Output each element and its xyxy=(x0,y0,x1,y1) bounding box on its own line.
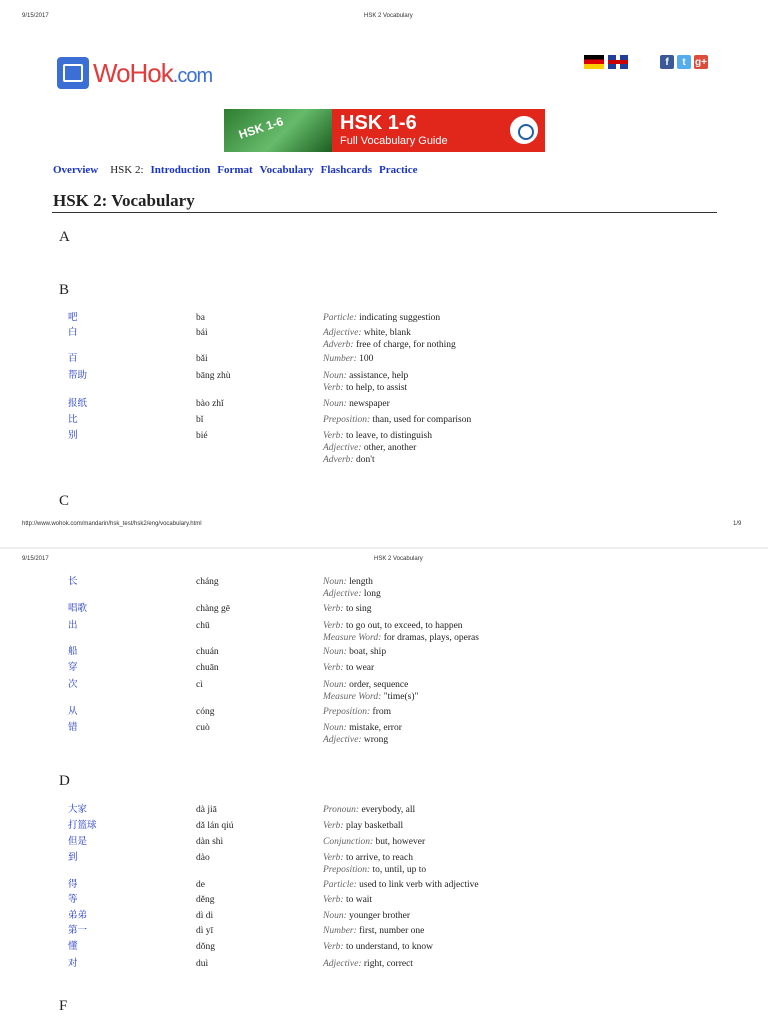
part-of-speech: Adverb: xyxy=(323,340,356,350)
definition-line xyxy=(323,414,683,426)
definition-line xyxy=(323,804,683,816)
part-of-speech: Noun: xyxy=(323,371,350,381)
nav-flashcards[interactable]: Flashcards xyxy=(320,164,372,176)
vocab-pinyin: dàn shì xyxy=(196,837,224,847)
vocab-definition xyxy=(323,430,683,466)
vocab-pinyin: bào zhǐ xyxy=(196,399,224,409)
definition-text: to go out, to exceed, to happen xyxy=(345,621,463,631)
print-title: HSK 2 Vocabulary xyxy=(364,13,413,19)
vocab-definition xyxy=(323,852,683,876)
banner-subtitle: Full Vocabulary Guide xyxy=(340,135,448,147)
vocab-definition xyxy=(323,414,683,426)
part-of-speech: Adjective: xyxy=(323,589,364,599)
definition-line xyxy=(323,312,683,324)
definition-text: boat, ship xyxy=(349,647,387,657)
vocab-hanzi[interactable]: 穿 xyxy=(68,663,78,673)
banner-badge-icon xyxy=(508,114,540,146)
vocab-pinyin: cháng xyxy=(196,577,219,587)
part-of-speech: Pronoun: xyxy=(323,805,362,815)
twitter-icon[interactable]: t xyxy=(677,55,691,69)
vocab-hanzi[interactable]: 弟弟 xyxy=(68,911,88,921)
vocab-hanzi[interactable]: 帮助 xyxy=(68,371,88,381)
definition-text: used to link verb with adjective xyxy=(359,880,479,890)
vocab-definition xyxy=(323,370,683,394)
vocab-pinyin: cuò xyxy=(196,723,210,733)
definition-line xyxy=(323,836,683,848)
definition-line xyxy=(323,679,683,691)
definition-text: everybody, all xyxy=(361,805,416,815)
definition-line xyxy=(323,734,683,746)
vocab-definition xyxy=(323,941,683,953)
uk-flag-icon[interactable] xyxy=(608,55,628,69)
nav-current-level: HSK 2: xyxy=(110,164,144,176)
part-of-speech: Noun: xyxy=(323,399,350,409)
vocab-pinyin: chàng gē xyxy=(196,604,231,614)
definition-line xyxy=(323,820,683,832)
part-of-speech: Verb: xyxy=(323,604,346,614)
vocab-definition xyxy=(323,662,683,674)
definition-text: free of charge, for nothing xyxy=(355,340,456,350)
vocab-definition xyxy=(323,603,683,615)
definition-line xyxy=(323,958,683,970)
social-links xyxy=(660,55,708,69)
definition-text: first, number one xyxy=(359,926,425,936)
definition-line xyxy=(323,706,683,718)
vocab-definition xyxy=(323,576,683,600)
vocab-hanzi[interactable]: 第一 xyxy=(68,926,88,936)
banner-image xyxy=(224,109,332,152)
definition-line xyxy=(323,370,683,382)
part-of-speech: Verb: xyxy=(323,895,346,905)
vocab-definition xyxy=(323,679,683,703)
vocab-definition xyxy=(323,910,683,922)
part-of-speech: Adverb: xyxy=(323,455,356,465)
hsk-guide-banner[interactable] xyxy=(224,109,545,152)
vocab-definition xyxy=(323,879,683,891)
vocab-definition xyxy=(323,327,683,351)
vocab-definition xyxy=(323,620,683,644)
vocab-pinyin: dì yī xyxy=(196,926,214,936)
nav-introduction[interactable]: Introduction xyxy=(150,164,211,176)
definition-line xyxy=(323,632,683,644)
part-of-speech: Noun: xyxy=(323,911,350,921)
definition-text: younger brother xyxy=(349,911,411,921)
vocab-pinyin: dào xyxy=(196,853,210,863)
definition-line xyxy=(323,620,683,632)
vocab-hanzi[interactable]: 对 xyxy=(68,959,78,969)
vocab-definition xyxy=(323,353,683,365)
part-of-speech: Noun: xyxy=(323,723,350,733)
vocab-pinyin: bié xyxy=(196,431,208,441)
logo-icon xyxy=(57,57,89,89)
language-flags xyxy=(584,55,628,69)
definition-line xyxy=(323,327,683,339)
part-of-speech: Verb: xyxy=(323,431,346,441)
vocab-pinyin: duì xyxy=(196,959,209,969)
vocab-hanzi[interactable]: 别 xyxy=(68,431,78,441)
vocab-hanzi[interactable]: 比 xyxy=(68,415,78,425)
part-of-speech: Preposition: xyxy=(323,415,373,425)
wohok-logo[interactable] xyxy=(57,57,212,89)
definition-text: length xyxy=(349,577,373,587)
banner-title: HSK 1-6 xyxy=(340,112,417,134)
print-footer-url: http://www.wohok.com/mandarin/hsk_test/hsk2/eng/vocabulary.html xyxy=(22,521,202,527)
part-of-speech: Adjective: xyxy=(323,959,364,969)
vocab-definition xyxy=(323,722,683,746)
definition-text: "time(s)" xyxy=(383,692,419,702)
definition-text: order, sequence xyxy=(349,680,409,690)
definition-line xyxy=(323,603,683,615)
vocab-pinyin: dà jiā xyxy=(196,805,217,815)
vocab-hanzi[interactable]: 百 xyxy=(68,354,78,364)
section-d: D xyxy=(59,773,70,789)
vocab-definition xyxy=(323,836,683,848)
part-of-speech: Verb: xyxy=(323,663,346,673)
definition-text: to wear xyxy=(345,663,375,673)
definition-text: to help, to assist xyxy=(345,383,408,393)
german-flag-icon[interactable] xyxy=(584,55,604,69)
google-plus-icon[interactable]: g+ xyxy=(695,56,707,68)
definition-text: newspaper xyxy=(349,399,390,409)
part-of-speech: Particle: xyxy=(323,880,360,890)
definition-line xyxy=(323,646,683,658)
vocab-pinyin: chuān xyxy=(196,663,219,673)
definition-line xyxy=(323,576,683,588)
vocab-pinyin: bāng zhù xyxy=(196,371,231,381)
definition-text: for dramas, plays, operas xyxy=(383,633,479,643)
definition-line xyxy=(323,353,683,365)
definition-text: mistake, error xyxy=(349,723,402,733)
print-page-number: 1/9 xyxy=(733,521,742,527)
definition-text: to wait xyxy=(345,895,373,905)
nav-vocabulary[interactable]: Vocabulary xyxy=(259,164,314,176)
part-of-speech: Adjective: xyxy=(323,328,364,338)
definition-text: but, however xyxy=(375,837,426,847)
print-date-page2: 9/15/2017 xyxy=(22,556,49,562)
part-of-speech: Particle: xyxy=(323,313,360,323)
print-date: 9/15/2017 xyxy=(22,13,49,19)
part-of-speech: Noun: xyxy=(323,577,350,587)
definition-line xyxy=(323,894,683,906)
definition-text: 100 xyxy=(359,354,374,364)
vocab-hanzi[interactable]: 打篮球 xyxy=(68,821,97,831)
vocab-pinyin: bǎi xyxy=(196,354,208,364)
vocab-pinyin: bái xyxy=(196,328,208,338)
banner-grass-text: HSK 1-6 xyxy=(236,114,286,142)
definition-line xyxy=(323,430,683,442)
definition-text: assistance, help xyxy=(349,371,409,381)
vocab-hanzi[interactable]: 懂 xyxy=(68,942,78,952)
vocab-pinyin: cì xyxy=(196,680,203,690)
definition-text: to, until, up to xyxy=(372,865,427,875)
definition-line xyxy=(323,588,683,600)
vocab-pinyin: dǒng xyxy=(196,942,215,952)
definition-text: long xyxy=(363,589,381,599)
definition-line xyxy=(323,941,683,953)
definition-line xyxy=(323,910,683,922)
vocab-definition xyxy=(323,398,683,410)
definition-line xyxy=(323,864,683,876)
vocab-pinyin: cóng xyxy=(196,707,215,717)
vocab-pinyin: de xyxy=(196,880,205,890)
definition-text: don't xyxy=(355,455,375,465)
print-title-page2: HSK 2 Vocabulary xyxy=(374,556,423,562)
vocab-definition xyxy=(323,925,683,937)
vocab-hanzi[interactable]: 大家 xyxy=(68,805,88,815)
vocab-hanzi[interactable]: 船 xyxy=(68,647,78,657)
vocab-hanzi[interactable]: 但是 xyxy=(68,837,88,847)
definition-line xyxy=(323,662,683,674)
hsk-nav xyxy=(53,164,417,176)
section-f: F xyxy=(59,998,68,1014)
part-of-speech: Number: xyxy=(323,926,360,936)
page-title: HSK 2: Vocabulary xyxy=(53,191,195,210)
vocab-definition xyxy=(323,804,683,816)
definition-text: than, used for comparison xyxy=(372,415,472,425)
part-of-speech: Verb: xyxy=(323,821,346,831)
vocab-definition xyxy=(323,820,683,832)
part-of-speech: Verb: xyxy=(323,853,346,863)
definition-text: to sing xyxy=(345,604,372,614)
definition-line xyxy=(323,398,683,410)
vocab-pinyin: dì di xyxy=(196,911,214,921)
vocab-definition xyxy=(323,312,683,324)
nav-format[interactable]: Format xyxy=(217,164,253,176)
vocab-hanzi[interactable]: 到 xyxy=(68,853,78,863)
definition-line xyxy=(323,382,683,394)
definition-line xyxy=(323,722,683,734)
part-of-speech: Adjective: xyxy=(323,443,364,453)
definition-line xyxy=(323,879,683,891)
definition-text: play basketball xyxy=(345,821,404,831)
section-b: B xyxy=(59,282,70,298)
part-of-speech: Number: xyxy=(323,354,360,364)
definition-text: indicating suggestion xyxy=(359,313,441,323)
part-of-speech: Verb: xyxy=(323,621,346,631)
part-of-speech: Verb: xyxy=(323,383,346,393)
vocab-hanzi[interactable]: 得 xyxy=(68,880,78,890)
definition-text: from xyxy=(372,707,391,717)
vocab-definition xyxy=(323,894,683,906)
section-c: C xyxy=(59,493,70,509)
part-of-speech: Measure Word: xyxy=(323,633,384,643)
vocab-pinyin: dǎ lán qiú xyxy=(196,821,234,831)
vocab-hanzi[interactable]: 从 xyxy=(68,707,78,717)
part-of-speech: Preposition: xyxy=(323,707,373,717)
nav-practice[interactable]: Practice xyxy=(379,164,418,176)
part-of-speech: Adjective: xyxy=(323,735,364,745)
vocab-hanzi[interactable]: 吧 xyxy=(68,313,78,323)
vocab-pinyin: ba xyxy=(196,313,205,323)
part-of-speech: Preposition: xyxy=(323,865,373,875)
part-of-speech: Conjunction: xyxy=(323,837,376,847)
definition-line xyxy=(323,339,683,351)
definition-text: to understand, to know xyxy=(345,942,434,952)
vocab-hanzi[interactable]: 报纸 xyxy=(68,399,88,409)
nav-overview[interactable]: Overview xyxy=(53,164,99,176)
section-a: A xyxy=(59,229,70,245)
page-break xyxy=(0,547,768,549)
definition-text: right, correct xyxy=(363,959,413,969)
definition-line xyxy=(323,442,683,454)
vocab-hanzi[interactable]: 次 xyxy=(68,680,78,690)
definition-line xyxy=(323,454,683,466)
vocab-hanzi[interactable]: 白 xyxy=(68,328,78,338)
vocab-hanzi[interactable]: 出 xyxy=(68,621,78,631)
title-divider xyxy=(52,212,717,213)
definition-line xyxy=(323,852,683,864)
part-of-speech: Noun: xyxy=(323,680,350,690)
definition-text: white, blank xyxy=(363,328,411,338)
vocab-definition xyxy=(323,706,683,718)
vocab-pinyin: děng xyxy=(196,895,215,905)
definition-line xyxy=(323,925,683,937)
vocab-hanzi[interactable]: 唱歌 xyxy=(68,604,88,614)
vocab-pinyin: chuán xyxy=(196,647,219,657)
definition-text: other, another xyxy=(363,443,417,453)
definition-text: to arrive, to reach xyxy=(345,853,413,863)
part-of-speech: Measure Word: xyxy=(323,692,384,702)
vocab-definition xyxy=(323,958,683,970)
logo-suffix: .com xyxy=(172,64,213,87)
definition-text: to leave, to distinguish xyxy=(345,431,432,441)
definition-text: wrong xyxy=(363,735,389,745)
vocab-hanzi[interactable]: 长 xyxy=(68,577,78,587)
vocab-pinyin: chū xyxy=(196,621,210,631)
logo-name: WoHok xyxy=(93,57,173,88)
definition-line xyxy=(323,691,683,703)
vocab-hanzi[interactable]: 等 xyxy=(68,895,78,905)
part-of-speech: Verb: xyxy=(323,942,346,952)
facebook-icon[interactable]: f xyxy=(660,55,674,69)
part-of-speech: Noun: xyxy=(323,647,350,657)
vocab-definition xyxy=(323,646,683,658)
vocab-hanzi[interactable]: 错 xyxy=(68,723,78,733)
vocab-pinyin: bǐ xyxy=(196,415,204,425)
